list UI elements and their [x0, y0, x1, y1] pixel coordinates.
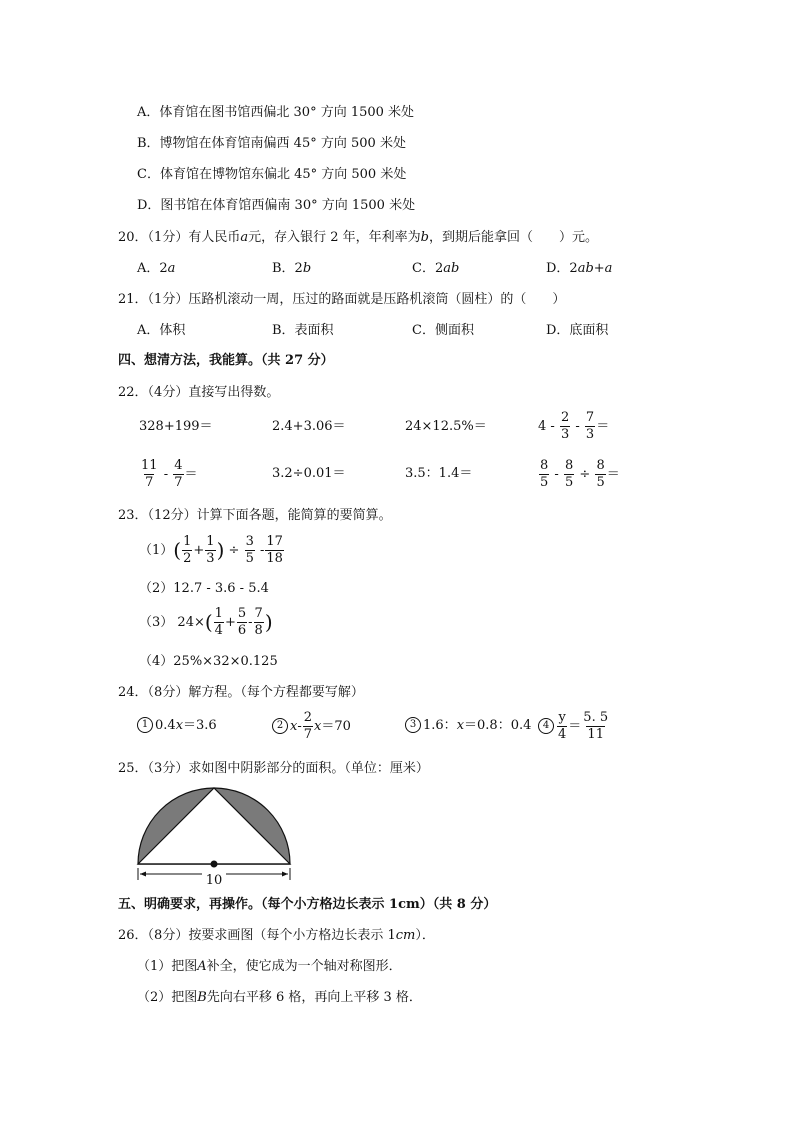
- q22-expr-6: 3.2÷0.01＝: [272, 466, 346, 481]
- q24-equation-1: 1 0.4 x ＝3.6: [137, 717, 217, 733]
- q23-question: 23．（12分）计算下面各题，能简算的要简算。: [118, 508, 392, 523]
- q22-question: 22．（4分）直接写出得数。: [118, 385, 280, 400]
- q22-expr-7: 3.5：1.4＝: [405, 466, 473, 481]
- q21-option-c: C．侧面积: [412, 323, 474, 338]
- q21-option-d: D．底面积: [546, 323, 609, 338]
- q22-expr-8: $\frac{8}{5}$ - $\frac{8}{5}$ ÷ $\frac{8}{5}$ ＝: [540, 458, 620, 490]
- fraction: $\frac{1}{3}$: [206, 534, 215, 566]
- q20-option-a: A．2a: [137, 261, 176, 276]
- fraction: $\frac{8}{5}$: [564, 458, 574, 490]
- section-4-heading: 四、想清方法，我能算。（共 27 分）: [118, 353, 334, 368]
- fraction: $\frac{17}{18}$: [266, 534, 283, 566]
- q19-option-d: D．图书馆在体育馆西偏南 30° 方向 1500 米处: [137, 198, 416, 213]
- q19-option-b: B．博物馆在体育馆南偏西 45° 方向 500 米处: [137, 136, 406, 151]
- q24-equation-2: 2 x - $\frac{2}{7}$ x ＝70: [272, 711, 351, 741]
- fraction: $\frac{1}{2}$: [183, 534, 192, 566]
- fraction: $\frac{3}{5}$: [245, 534, 254, 566]
- fraction: $\frac{y}{4}$: [558, 710, 567, 742]
- q19-option-c: C．体育馆在博物馆东偏北 45° 方向 500 米处: [137, 167, 407, 182]
- q20-option-c: C．2ab: [412, 261, 460, 276]
- q22-expr-5: $\frac{11}{7}$ - $\frac{4}{7}$ ＝: [141, 458, 198, 490]
- q24-equation-4: 4 $\frac{y}{4}$ ＝ $\frac{5. 5}{11}$: [538, 711, 610, 741]
- fraction: $\frac{7}{3}$: [585, 410, 595, 442]
- circled-number: 2: [272, 718, 288, 734]
- q24-equation-3: 3 1.6： x ＝0.8：0.4: [405, 717, 531, 733]
- fraction: $\frac{5}{6}$: [237, 606, 247, 638]
- fraction: $\frac{2}{3}$: [560, 410, 570, 442]
- dimension-arrow-right: [282, 872, 288, 877]
- q21-option-b: B．表面积: [272, 323, 334, 338]
- fraction: $\frac{11}{7}$: [141, 458, 158, 490]
- q26-question: 26．（8分）按要求画图（每个小方格边长表示 1cm）．: [118, 928, 435, 943]
- dimension-arrow-left: [140, 872, 146, 877]
- q21-option-a: A．体积: [137, 323, 186, 338]
- fraction: $\frac{4}{7}$: [174, 458, 183, 490]
- fraction: $\frac{5. 5}{11}$: [583, 710, 609, 742]
- q20-question: 20．（1分）有人民币a元，存入银行 2 年，年利率为b，到期后能拿回（ ）元。: [118, 230, 598, 245]
- fraction: $\frac{1}{4}$: [214, 606, 223, 638]
- circled-number: 1: [137, 717, 153, 733]
- q22-expr-2: 2.4+3.06＝: [272, 419, 346, 434]
- section-5-heading: 五、明确要求，再操作。（每个小方格边长表示 1cm）（共 8 分）: [118, 897, 497, 912]
- fraction: $\frac{2}{7}$: [303, 710, 313, 742]
- q26-step-1: （1）把图A补全，使它成为一个轴对称图形．: [137, 959, 402, 974]
- circled-number: 4: [538, 718, 554, 734]
- q22-expr-1: 328+199＝: [139, 419, 213, 434]
- q20-option-d: D．2ab+a: [546, 261, 613, 276]
- q21-question: 21．（1分）压路机滚动一周，压过的路面就是压路机滚筒（圆柱）的（ ）: [118, 292, 566, 307]
- q24-question: 24．（8分）解方程。（每个方程都要写解）: [118, 685, 364, 700]
- q23-part-3: （3） 24× ( $\frac{1}{4}$ + $\frac{5}{6}$ - $\frac{7}{8}$ ): [139, 606, 273, 638]
- q26-step-2: （2）把图B先向右平移 6 格，再向上平移 3 格．: [137, 990, 422, 1005]
- center-point: [211, 861, 218, 868]
- q22-expr-3: 24×12.5%＝: [405, 419, 487, 434]
- q23-part-1: （1） ( $\frac{1}{2}$ + $\frac{1}{3}$ ) ÷ $\frac{3}{5}$ - $\frac{17}{18}$: [139, 534, 283, 566]
- fraction: $\frac{8}{5}$: [596, 458, 605, 490]
- q22-expr-4: 4 - $\frac{2}{3}$ - $\frac{7}{3}$ ＝: [538, 410, 610, 442]
- fraction: $\frac{7}{8}$: [254, 606, 263, 638]
- fraction: $\frac{8}{5}$: [540, 458, 549, 490]
- q23-part-2: （2）12.7 - 3.6 - 5.4: [139, 581, 269, 596]
- q25-question: 25．（3分）求如图中阴影部分的面积。（单位：厘米）: [118, 761, 429, 776]
- q23-part-4: （4）25%×32×0.125: [139, 654, 278, 669]
- q20-option-b: B．2b: [272, 261, 312, 276]
- dimension-label: 10: [205, 873, 223, 888]
- semicircle-triangle-figure: [130, 782, 300, 890]
- circled-number: 3: [405, 717, 421, 733]
- q19-option-a: A．体育馆在图书馆西偏北 30° 方向 1500 米处: [137, 105, 415, 120]
